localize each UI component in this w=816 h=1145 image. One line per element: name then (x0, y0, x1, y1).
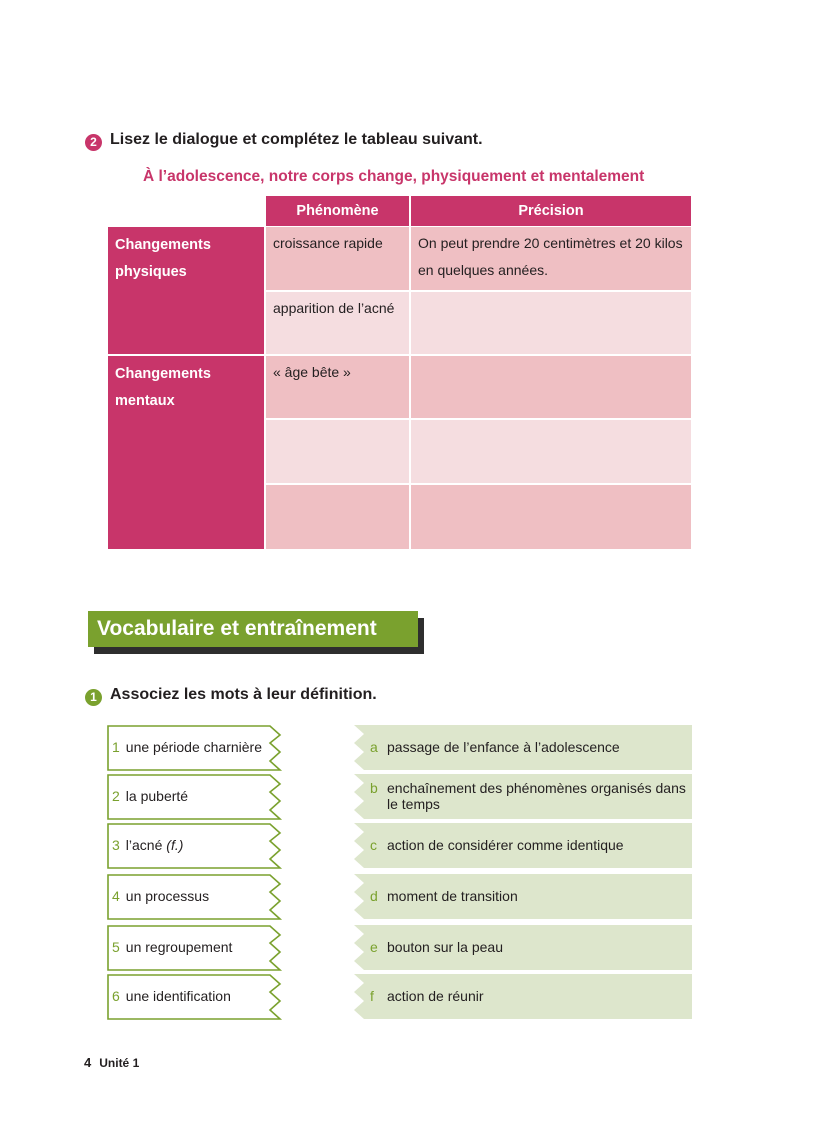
cell-phenomene-5[interactable] (266, 485, 409, 549)
word-item[interactable] (107, 725, 281, 770)
word-number: 6 (112, 988, 120, 1004)
definition-text: passage de l’enfance à l’adolescence (387, 739, 620, 755)
word-label: une identification (125, 988, 231, 1004)
cell-precision-1[interactable]: On peut prendre 20 centimètres et 20 kilos en quelques années. (411, 227, 691, 290)
word-label: une période charnière (125, 739, 263, 755)
table-title: À l’adolescence, notre corps change, physiquement et mentalement (143, 168, 645, 185)
word-label: un processus (125, 888, 210, 904)
definition-item[interactable] (354, 725, 692, 770)
word-label: la puberté (125, 788, 189, 804)
cell-phenomene-2[interactable]: apparition de l’acné (266, 292, 409, 354)
definition-text: action de considérer comme identique (387, 837, 624, 853)
definition-text: bouton sur la peau (387, 939, 503, 955)
word-item[interactable] (107, 974, 281, 1019)
word-number: 5 (112, 939, 120, 955)
definition-item[interactable] (354, 925, 692, 970)
cell-precision-4[interactable] (411, 420, 691, 483)
cell-precision-2[interactable] (411, 292, 691, 354)
unit-label: Unité 1 (99, 1056, 140, 1070)
definition-letter: c (370, 837, 377, 853)
word-item[interactable] (107, 774, 281, 819)
definition-text: moment de transition (387, 888, 518, 904)
cell-phenomene-4[interactable] (266, 420, 409, 483)
word-gender-note: (f.) (166, 837, 184, 853)
definition-item[interactable] (354, 874, 692, 919)
cell-phenomene-1[interactable]: croissance rapide (266, 227, 409, 290)
definition-letter: a (370, 739, 378, 755)
word-number: 4 (112, 888, 120, 904)
page-footer (84, 1055, 139, 1070)
definition-letter: d (370, 888, 378, 904)
cell-precision-3[interactable] (411, 356, 691, 418)
row-header-mentaux: Changements mentaux (108, 356, 264, 549)
exercise-number-badge: 1 (85, 689, 102, 706)
word-number: 3 (112, 837, 120, 853)
page-number: 4 (84, 1055, 92, 1070)
word-item[interactable] (107, 874, 281, 919)
header-phenomene: Phénomène (266, 196, 409, 226)
word-number: 2 (112, 788, 120, 804)
header-precision: Précision (411, 196, 691, 226)
exercise-instruction: Lisez le dialogue et complétez le tableau suivant. (110, 131, 483, 148)
exercise-instruction: Associez les mots à leur définition. (110, 686, 377, 703)
definition-letter: f (370, 988, 374, 1004)
cell-precision-5[interactable] (411, 485, 691, 549)
definition-text: enchaînement des phénomènes organisés dans le temps (387, 780, 686, 812)
word-item[interactable] (107, 823, 281, 868)
definition-item[interactable] (354, 823, 692, 868)
cell-phenomene-3[interactable]: « âge bête » (266, 356, 409, 418)
word-number: 1 (112, 739, 120, 755)
definition-letter: b (370, 780, 378, 796)
definition-item[interactable] (354, 774, 692, 819)
exercise-number-badge: 2 (85, 134, 102, 151)
word-label: un regroupement (125, 939, 233, 955)
definition-letter: e (370, 939, 378, 955)
definition-item[interactable] (354, 974, 692, 1019)
row-header-physiques: Changements physiques (108, 227, 264, 354)
word-item[interactable] (107, 925, 281, 970)
word-label: l’acné (125, 837, 163, 853)
section-banner: Vocabulaire et entraînement (88, 611, 418, 647)
definition-text: action de réunir (387, 988, 484, 1004)
